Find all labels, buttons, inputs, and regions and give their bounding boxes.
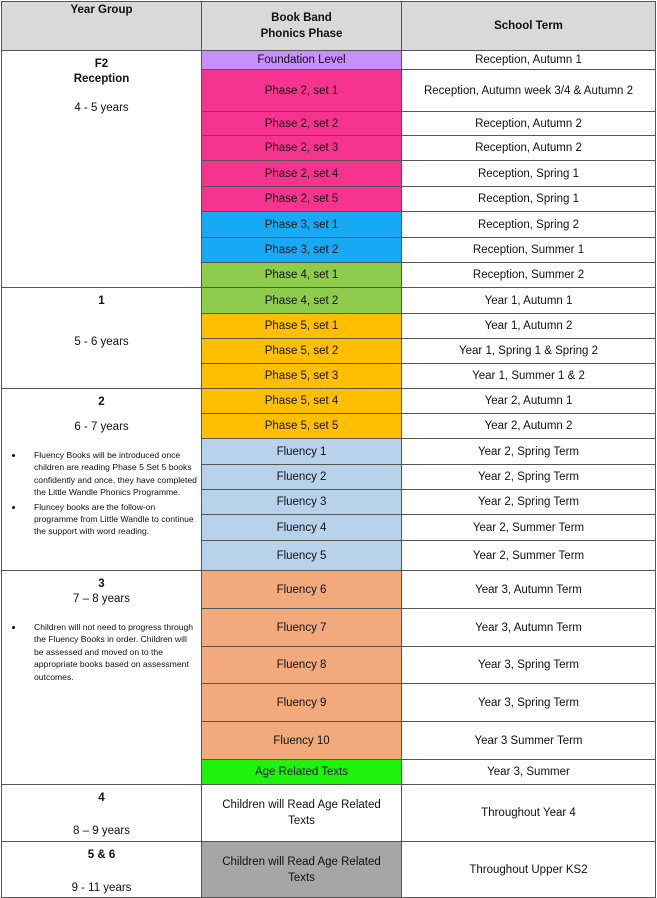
header-book-band: Book Band Phonics Phase — [202, 2, 402, 51]
year-group-cell — [2, 785, 202, 842]
book-band-label: Phase 5, set 2 — [264, 345, 339, 357]
school-term-label: Year 3, Spring Term — [477, 659, 579, 671]
year-group-cell — [2, 842, 202, 898]
school-term-label: Year 2, Summer Term — [472, 549, 585, 562]
book-band-cell — [202, 571, 402, 609]
school-term-cell — [402, 465, 656, 490]
book-band-cell — [202, 339, 402, 364]
school-term-cell — [402, 161, 656, 187]
school-term-label: Year 3, Autumn Term — [475, 621, 582, 634]
book-band-cell — [202, 722, 402, 760]
school-term-label: Reception, Summer 1 — [472, 244, 585, 256]
book-band-cell — [202, 288, 402, 314]
year-group-title: 1 — [98, 295, 105, 307]
school-term-label: Year 2, Spring Term — [477, 445, 579, 458]
year-group-age: 4 - 5 years — [74, 102, 129, 114]
school-term-cell — [402, 490, 656, 515]
book-band-cell — [202, 490, 402, 515]
school-term-label: Year 2, Spring Term — [477, 471, 579, 483]
year-group-cell — [2, 571, 202, 785]
school-term-label: Reception, Spring 1 — [477, 167, 579, 180]
year-group-cell — [2, 288, 202, 389]
school-term-label: Reception, Autumn 2 — [475, 142, 582, 154]
book-band-label: Fluency 8 — [276, 659, 327, 671]
school-term-cell — [402, 439, 656, 465]
book-band-label: Fluency 5 — [276, 549, 327, 562]
school-term-label: Year 2, Spring Term — [477, 496, 579, 508]
book-band-label: Phase 5, set 1 — [264, 320, 339, 332]
book-band-cell — [202, 389, 402, 414]
notes-list — [6, 449, 197, 538]
book-band-cell — [202, 263, 402, 288]
school-term-cell — [402, 842, 656, 898]
school-term-label: Reception, Spring 2 — [477, 218, 579, 231]
school-term-cell — [402, 684, 656, 722]
book-band-table — [1, 1, 656, 898]
school-term-cell — [402, 288, 656, 314]
school-term-cell — [402, 238, 656, 263]
year-group-age: 5 - 6 years — [74, 336, 129, 348]
book-band-cell — [202, 112, 402, 136]
table-row — [2, 571, 656, 609]
school-term-label: Throughout Upper KS2 — [469, 863, 588, 876]
book-band-cell — [202, 161, 402, 187]
year-group-age: 6 - 7 years — [74, 421, 129, 433]
book-band-label: Fluency 10 — [273, 734, 330, 747]
book-band-label: Phase 2, set 4 — [264, 167, 339, 180]
table-row — [2, 288, 656, 314]
book-band-cell — [202, 136, 402, 161]
school-term-cell — [402, 187, 656, 212]
book-band-cell — [202, 684, 402, 722]
book-band-label: Phase 5, set 4 — [264, 395, 339, 407]
table-row — [2, 389, 656, 414]
book-band-cell — [202, 760, 402, 785]
book-band-label: Phase 2, set 2 — [264, 117, 339, 130]
book-band-cell — [202, 51, 402, 70]
header-school-term: School Term — [402, 2, 656, 51]
school-term-cell — [402, 70, 656, 112]
year-group-title: F2 Reception — [73, 58, 130, 85]
book-band-cell — [202, 70, 402, 112]
school-term-cell — [402, 339, 656, 364]
book-band-label: Fluency 1 — [276, 445, 327, 458]
book-band-cell — [202, 785, 402, 842]
school-term-label: Throughout Year 4 — [481, 807, 576, 819]
book-band-label: Fluency 9 — [276, 696, 327, 709]
book-band-label: Fluency 7 — [276, 621, 327, 634]
school-term-cell — [402, 541, 656, 571]
book-band-label: Fluency 4 — [276, 521, 327, 534]
book-band-label: Phase 2, set 3 — [264, 142, 339, 154]
school-term-cell — [402, 263, 656, 288]
note-item: • Children will not need to progress through the Fluency Books in order. Children will be assessed and moved on to the appropriate books based on assessment outcomes. — [24, 621, 197, 683]
book-band-cell — [202, 541, 402, 571]
book-band-label: Age Related Texts — [254, 766, 349, 778]
book-band-cell — [202, 647, 402, 684]
table-row — [2, 785, 656, 842]
book-band-label: Phase 3, set 1 — [264, 218, 339, 231]
book-band-label: Phase 2, set 5 — [264, 193, 339, 205]
book-band-label: Fluency 2 — [276, 471, 327, 483]
school-term-label: Year 3, Autumn Term — [475, 583, 582, 596]
school-term-cell — [402, 609, 656, 647]
school-term-label: Year 2, Autumn 1 — [484, 395, 573, 407]
school-term-cell — [402, 51, 656, 70]
table-body — [2, 51, 656, 898]
book-band-label: Fluency 3 — [276, 496, 327, 508]
book-band-cell — [202, 187, 402, 212]
year-group-title: 2 — [98, 396, 105, 408]
book-band-label: Fluency 6 — [276, 583, 327, 596]
school-term-label: Year 2, Autumn 2 — [484, 420, 573, 432]
book-band-cell — [202, 414, 402, 439]
school-term-cell — [402, 414, 656, 439]
school-term-cell — [402, 136, 656, 161]
school-term-label: Year 3, Summer — [487, 766, 570, 778]
book-band-cell — [202, 238, 402, 263]
year-group-cell — [2, 51, 202, 288]
school-term-label: Reception, Spring 1 — [477, 193, 579, 205]
book-band-label: Phase 3, set 2 — [264, 244, 339, 256]
year-group-cell — [2, 389, 202, 571]
school-term-cell — [402, 364, 656, 389]
note-item: • Fluency Books will be introduced once children are reading Phase 5 Set 5 books confidently and once, they have completed the Little Wandle Phonics Programme. — [24, 449, 197, 499]
book-band-cell — [202, 465, 402, 490]
book-band-document — [1, 1, 656, 898]
table-row — [2, 842, 656, 898]
school-term-cell — [402, 571, 656, 609]
year-group-title: 4 — [98, 792, 105, 804]
book-band-cell — [202, 515, 402, 541]
school-term-cell — [402, 112, 656, 136]
school-term-label: Year 1, Autumn 2 — [484, 320, 573, 332]
year-group-title: 5 & 6 — [87, 849, 116, 861]
school-term-label: Year 3, Spring Term — [477, 696, 579, 709]
school-term-label: Year 2, Summer Term — [472, 521, 585, 534]
book-band-cell — [202, 212, 402, 238]
school-term-cell — [402, 389, 656, 414]
book-band-label: Children will Read Age Related Texts — [222, 855, 381, 884]
school-term-cell — [402, 785, 656, 842]
book-band-cell — [202, 842, 402, 898]
book-band-label: Phase 5, set 3 — [264, 370, 339, 382]
school-term-label: Year 1, Spring 1 & Spring 2 — [459, 345, 598, 357]
school-term-cell — [402, 647, 656, 684]
school-term-label: Reception, Autumn 2 — [475, 117, 582, 130]
book-band-label: Children will Read Age Related Texts — [222, 799, 381, 827]
year-group-title: 3 — [98, 578, 105, 590]
school-term-cell — [402, 722, 656, 760]
school-term-label: Year 1, Autumn 1 — [484, 294, 573, 307]
book-band-label: Phase 4, set 2 — [264, 294, 339, 307]
school-term-label: Reception, Autumn 1 — [475, 54, 582, 66]
year-group-age: 8 – 9 years — [73, 825, 130, 837]
school-term-label: Year 1, Summer 1 & 2 — [472, 370, 585, 382]
notes-list — [6, 621, 197, 683]
year-group-age: 9 - 11 years — [71, 882, 132, 894]
book-band-label: Phase 2, set 1 — [264, 84, 339, 97]
book-band-cell — [202, 364, 402, 389]
year-group-age: 7 – 8 years — [73, 593, 130, 605]
school-term-cell — [402, 760, 656, 785]
table-row — [2, 51, 656, 70]
book-band-label: Phase 5, set 5 — [264, 420, 339, 432]
book-band-label: Foundation Level — [257, 54, 346, 66]
school-term-cell — [402, 212, 656, 238]
header-year-group: Year Group — [2, 2, 202, 51]
school-term-cell — [402, 314, 656, 339]
header-row — [2, 2, 656, 51]
book-band-cell — [202, 609, 402, 647]
school-term-label: Year 3 Summer Term — [474, 734, 583, 747]
book-band-cell — [202, 314, 402, 339]
book-band-label: Phase 4, set 1 — [264, 269, 339, 281]
book-band-cell — [202, 439, 402, 465]
school-term-label: Reception, Autumn week 3/4 & Autumn 2 — [423, 84, 634, 97]
school-term-label: Reception, Summer 2 — [472, 269, 585, 281]
note-item: • Fluncey books are the follow-on programme from Little Wandle to continue the support with word reading. — [24, 501, 197, 538]
school-term-cell — [402, 515, 656, 541]
